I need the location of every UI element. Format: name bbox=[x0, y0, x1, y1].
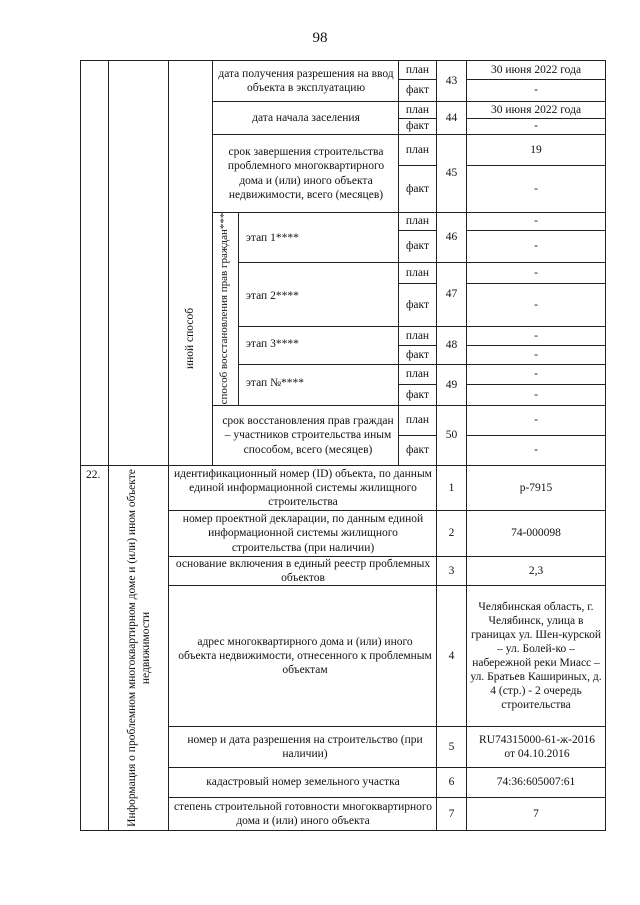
plan-label: план bbox=[405, 368, 430, 381]
fact-value: - bbox=[534, 84, 538, 97]
row-value: 74-000098 bbox=[511, 527, 561, 540]
row-label: идентификационный номер (ID) объекта, по данным единой информационной системы жилищного строительства bbox=[174, 467, 432, 508]
row-number: 7 bbox=[448, 807, 455, 820]
plan-value: 30 июня 2022 года bbox=[490, 103, 582, 116]
fact-label: факт bbox=[405, 240, 430, 253]
row-number: 47 bbox=[445, 288, 458, 301]
plan-label: план bbox=[405, 103, 430, 116]
row-number: 48 bbox=[445, 339, 458, 352]
plan-label: план bbox=[405, 414, 430, 427]
plan-label: план bbox=[405, 143, 430, 156]
row-label: срок восстановления прав граждан – участников строительства иным способом, всего (месяцев) bbox=[222, 415, 394, 456]
row-label: номер и дата разрешения на строительство (при наличии) bbox=[187, 733, 423, 760]
row-label: этап №**** bbox=[246, 377, 305, 389]
plan-label: план bbox=[405, 215, 430, 228]
row-value: RU74315000-61-ж-2016 от 04.10.2016 bbox=[479, 733, 595, 760]
fact-value: - bbox=[534, 298, 538, 311]
fact-value: - bbox=[534, 120, 538, 133]
row-label: номер проектной декларации, по данным единой информационной системы жилищного строительства (при наличии) bbox=[182, 513, 424, 554]
row-number: 50 bbox=[445, 429, 458, 442]
fact-value: - bbox=[534, 240, 538, 253]
row-number: 43 bbox=[445, 74, 458, 87]
row-number: 3 bbox=[448, 564, 455, 577]
row-label: дата начала заселения bbox=[252, 111, 360, 124]
row-number: 2 bbox=[448, 527, 455, 540]
section-number: 22. bbox=[86, 469, 101, 481]
plan-value: - bbox=[534, 414, 538, 427]
plan-label: план bbox=[405, 63, 430, 76]
fact-label: факт bbox=[405, 388, 430, 401]
row-label: дата получения разрешения на ввод объекта в эксплуатацию bbox=[218, 67, 394, 94]
fact-value: - bbox=[534, 348, 538, 361]
fact-value: - bbox=[534, 182, 538, 195]
fact-label: факт bbox=[405, 120, 430, 133]
plan-label: план bbox=[405, 329, 430, 342]
fact-value: - bbox=[534, 388, 538, 401]
row-number: 46 bbox=[445, 231, 458, 244]
plan-value: - bbox=[534, 215, 538, 228]
fact-label: факт bbox=[405, 182, 430, 195]
row-number: 49 bbox=[445, 378, 458, 391]
row-label: степень строительной готовности многоквартирного дома и (или) иного объекта bbox=[173, 800, 433, 827]
fact-label: факт bbox=[405, 298, 430, 311]
plan-value: 19 bbox=[530, 143, 542, 156]
fact-value: - bbox=[534, 444, 538, 457]
section-vertical-title: Информация о проблемном многоквартирном доме и (или) ином объекте недвижимости bbox=[125, 469, 152, 827]
row-label: этап 1**** bbox=[246, 232, 299, 244]
row-label: кадастровый номер земельного участка bbox=[206, 776, 400, 789]
vertical-header-restoration: способ восстановления прав граждан*** bbox=[218, 212, 231, 405]
row-number: 5 bbox=[448, 740, 455, 753]
fact-label: факт bbox=[405, 348, 430, 361]
plan-label: план bbox=[405, 266, 430, 279]
row-number: 1 bbox=[448, 481, 455, 494]
row-value: 74:36:605007:61 bbox=[496, 776, 576, 789]
row-value: 2,3 bbox=[528, 564, 544, 577]
row-label: срок завершения строительства проблемного многоквартирного дома и (или) иного объекта недвижимости, всего (месяцев) bbox=[227, 146, 385, 201]
row-label: этап 3**** bbox=[246, 338, 299, 350]
plan-value: 30 июня 2022 года bbox=[490, 63, 582, 76]
row-label: адрес многоквартирного дома и (или) иного объекта недвижимости, отнесенного к проблемным объектам bbox=[178, 635, 432, 676]
row-number: 6 bbox=[448, 776, 455, 789]
row-value: 7 bbox=[533, 807, 539, 820]
vertical-header-method: иной способ bbox=[183, 307, 196, 370]
row-number: 4 bbox=[448, 649, 455, 662]
row-number: 45 bbox=[445, 167, 458, 180]
plan-value: - bbox=[534, 368, 538, 381]
fact-label: факт bbox=[405, 84, 430, 97]
row-value: Челябинская область, г. Челябинск, улица в границах ул. Шен-курской – ул. Болей-ко – набережной реки Миасс – ул. Братьев Кашириных, д. 4 (стр.) - 2 очередь строительства bbox=[470, 600, 602, 712]
row-number: 44 bbox=[445, 111, 458, 124]
row-value: р-7915 bbox=[519, 481, 553, 494]
fact-label: факт bbox=[405, 444, 430, 457]
plan-value: - bbox=[534, 266, 538, 279]
row-label: этап 2**** bbox=[246, 290, 299, 302]
page-number: 98 bbox=[312, 30, 328, 46]
plan-value: - bbox=[534, 329, 538, 342]
row-label: основание включения в единый реестр проблемных объектов bbox=[175, 557, 431, 584]
